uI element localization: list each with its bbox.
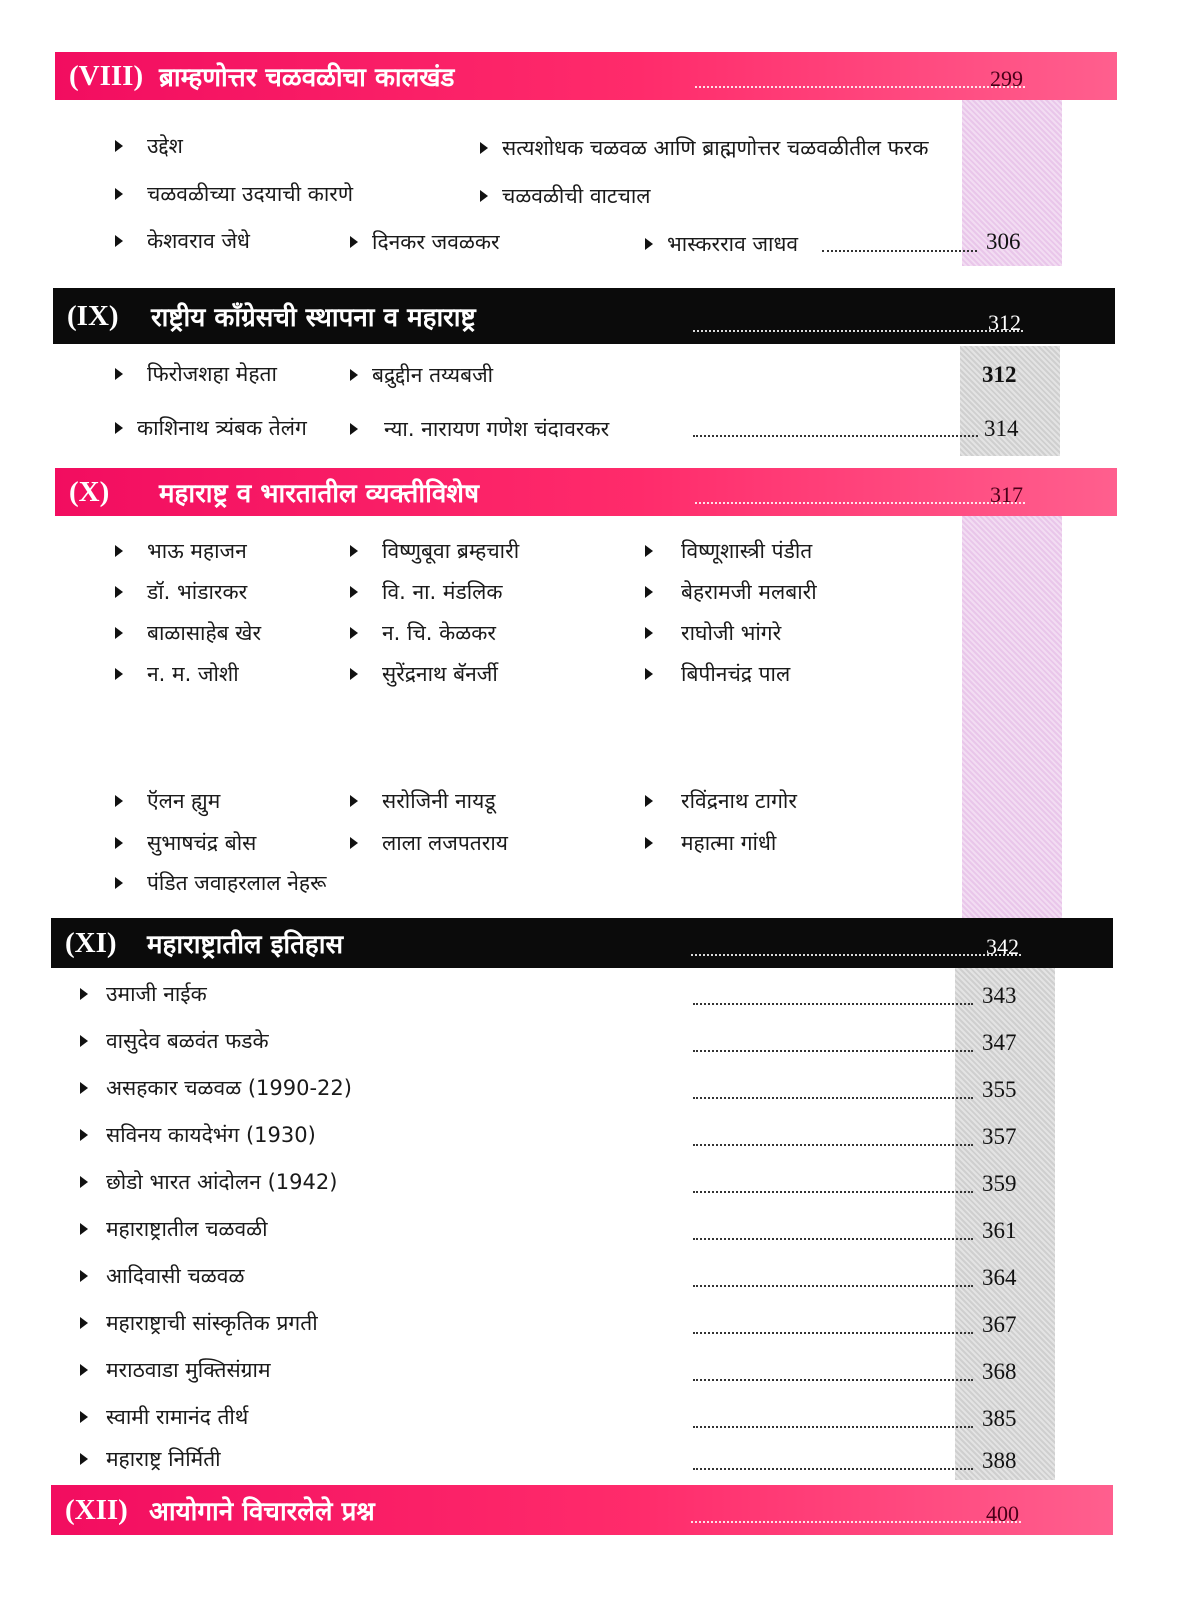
bullet-icon	[80, 1176, 88, 1188]
bullet-icon	[115, 795, 123, 807]
list-item[interactable]: बिपीनचंद्र पाल	[645, 660, 790, 688]
list-item[interactable]: ऍलन ह्युम	[115, 787, 220, 815]
list-item[interactable]: वासुदेव बळवंत फडके	[80, 1027, 269, 1055]
dot-leader	[693, 330, 1023, 332]
dot-leader	[695, 502, 1025, 504]
section-header-xii[interactable]	[51, 1485, 1113, 1535]
item-page-number: 368	[982, 1359, 1017, 1384]
item-page-number: 357	[982, 1124, 1017, 1149]
dot-leader	[693, 1332, 973, 1334]
list-item[interactable]: सत्यशोधक चळवळ आणि ब्राह्मणोत्तर चळवळीतील फरक	[480, 134, 929, 162]
list-item[interactable]: सुरेंद्रनाथ बॅनर्जी	[350, 660, 498, 688]
list-item[interactable]: फिरोजशहा मेहता	[115, 360, 277, 388]
item-page-number: 312	[982, 362, 1017, 387]
bullet-icon	[645, 586, 653, 598]
list-item[interactable]: बद्रुद्दीन तय्यबजी	[350, 361, 493, 389]
list-item[interactable]: महाराष्ट्रातील चळवळी	[80, 1215, 268, 1243]
list-item[interactable]: उमाजी नाईक	[80, 980, 207, 1008]
list-item[interactable]: बेहरामजी मलबारी	[645, 578, 817, 606]
list-item[interactable]: मराठवाडा मुक्तिसंग्राम	[80, 1356, 271, 1384]
bullet-icon	[350, 369, 358, 381]
bullet-icon	[350, 668, 358, 680]
list-item[interactable]: आदिवासी चळवळ	[80, 1262, 244, 1290]
bullet-icon	[80, 1035, 88, 1047]
dot-leader	[822, 250, 977, 252]
section-page-number: 317	[990, 482, 1023, 507]
list-item[interactable]: महाराष्ट्राची सांस्कृतिक प्रगती	[80, 1309, 318, 1337]
bullet-icon	[115, 837, 123, 849]
dot-leader	[693, 1144, 973, 1146]
dot-leader	[693, 1426, 973, 1428]
list-item[interactable]: महाराष्ट्र निर्मिती	[80, 1445, 221, 1473]
item-page-number: 359	[982, 1171, 1017, 1196]
bullet-icon	[115, 140, 123, 152]
list-item[interactable]: महात्मा गांधी	[645, 829, 776, 857]
section-page-number: 299	[990, 66, 1023, 91]
dot-leader	[691, 954, 1021, 956]
bullet-icon	[80, 1129, 88, 1141]
section-page-number: 342	[986, 934, 1019, 959]
list-item[interactable]: सरोजिनी नायडू	[350, 787, 496, 815]
bullet-icon	[350, 837, 358, 849]
list-item[interactable]: न्या. नारायण गणेश चंदावरकर	[350, 415, 609, 443]
list-item[interactable]: चळवळीच्या उदयाची कारणे	[115, 180, 353, 208]
bullet-icon	[115, 368, 123, 380]
bullet-icon	[80, 1364, 88, 1376]
list-item[interactable]: राघोजी भांगरे	[645, 619, 781, 647]
bullet-icon	[115, 586, 123, 598]
item-page-number: 347	[982, 1030, 1017, 1055]
section-header-ix[interactable]	[53, 288, 1115, 344]
section-number: (X)	[69, 475, 110, 508]
bullet-icon	[350, 586, 358, 598]
dot-leader	[695, 86, 1025, 88]
bullet-icon	[115, 668, 123, 680]
item-page-number: 364	[982, 1265, 1017, 1290]
item-page-number: 314	[984, 416, 1019, 441]
bullet-icon	[80, 1223, 88, 1235]
dot-leader	[693, 1238, 973, 1240]
bullet-icon	[645, 668, 653, 680]
bullet-icon	[480, 142, 488, 154]
dot-leader	[693, 1003, 973, 1005]
item-page-number: 361	[982, 1218, 1017, 1243]
list-item[interactable]: दिनकर जवळकर	[350, 228, 500, 256]
list-item[interactable]: सविनय कायदेभंग (1930)	[80, 1121, 316, 1149]
dot-leader	[693, 1097, 973, 1099]
section-title: ब्राम्हणोत्तर चळवळीचा कालखंड	[159, 63, 455, 93]
list-item[interactable]: विष्णुबूवा ब्रम्हचारी	[350, 537, 519, 565]
dot-leader	[693, 1285, 973, 1287]
section-header-xi[interactable]	[51, 918, 1113, 968]
bullet-icon	[115, 235, 123, 247]
bullet-icon	[645, 795, 653, 807]
section-number: (IX)	[67, 299, 119, 332]
list-item[interactable]: पंडित जवाहरलाल नेहरू	[115, 869, 326, 897]
bullet-icon	[645, 837, 653, 849]
list-item[interactable]: सुभाषचंद्र बोस	[115, 829, 256, 857]
bullet-icon	[350, 795, 358, 807]
dot-leader	[691, 1521, 1021, 1523]
bullet-icon	[80, 1411, 88, 1423]
dot-leader	[693, 435, 978, 437]
section-title: महाराष्ट्रातील इतिहास	[147, 930, 344, 960]
bullet-icon	[80, 1270, 88, 1282]
bullet-icon	[80, 1317, 88, 1329]
list-item[interactable]: केशवराव जेधे	[115, 227, 250, 255]
list-item[interactable]: उद्देश	[115, 132, 183, 160]
dot-leader	[693, 1468, 973, 1470]
bullet-icon	[80, 1453, 88, 1465]
item-page-number: 388	[982, 1448, 1017, 1473]
section-title: महाराष्ट्र व भारतातील व्यक्तीविशेष	[159, 479, 479, 509]
list-item[interactable]: रविंद्रनाथ टागोर	[645, 787, 797, 815]
item-page-number: 385	[982, 1406, 1017, 1431]
bullet-icon	[115, 545, 123, 557]
list-item[interactable]: काशिनाथ त्र्यंबक तेलंग	[115, 414, 307, 442]
section-number: (VIII)	[69, 59, 144, 92]
list-item[interactable]: डॉ. भांडारकर	[115, 578, 247, 606]
list-item[interactable]: वि. ना. मंडलिक	[350, 578, 503, 606]
item-page-number: 367	[982, 1312, 1017, 1337]
list-item[interactable]: भाऊ महाजन	[115, 537, 247, 565]
list-item[interactable]: स्वामी रामानंद तीर्थ	[80, 1403, 248, 1431]
dot-leader	[693, 1379, 973, 1381]
bullet-icon	[350, 627, 358, 639]
bullet-icon	[645, 627, 653, 639]
bullet-icon	[115, 627, 123, 639]
bullet-icon	[480, 190, 488, 202]
section-page-number: 312	[988, 310, 1021, 335]
dot-leader	[693, 1191, 973, 1193]
list-item[interactable]: न. म. जोशी	[115, 660, 239, 688]
bullet-icon	[350, 545, 358, 557]
list-item[interactable]: असहकार चळवळ (1990-22)	[80, 1074, 352, 1102]
list-item[interactable]: भास्करराव जाधव	[645, 230, 798, 258]
list-item[interactable]: न. चि. केळकर	[350, 619, 496, 647]
bullet-icon	[350, 423, 358, 435]
section-header-viii[interactable]	[55, 52, 1117, 100]
dot-leader	[693, 1050, 973, 1052]
section-number: (XI)	[65, 926, 117, 959]
bullet-icon	[80, 988, 88, 1000]
section-page-number: 400	[986, 1501, 1019, 1526]
item-page-number: 343	[982, 983, 1017, 1008]
list-item[interactable]: विष्णूशास्त्री पंडीत	[645, 537, 812, 565]
bullet-icon	[350, 236, 358, 248]
bullet-icon	[645, 238, 653, 250]
page-column-stripe-x	[962, 516, 1062, 918]
section-header-x[interactable]	[55, 468, 1117, 516]
list-item[interactable]: लाला लजपतराय	[350, 829, 508, 857]
item-page-number: 355	[982, 1077, 1017, 1102]
section-title: राष्ट्रीय काँग्रेसची स्थापना व महाराष्ट्र	[151, 303, 476, 333]
list-item[interactable]: चळवळीची वाटचाल	[480, 182, 651, 210]
bullet-icon	[115, 422, 123, 434]
item-page-number: 306	[986, 229, 1021, 254]
bullet-icon	[115, 188, 123, 200]
bullet-icon	[115, 877, 123, 889]
list-item[interactable]: बाळासाहेब खेर	[115, 619, 261, 647]
bullet-icon	[80, 1082, 88, 1094]
list-item[interactable]: छोडो भारत आंदोलन (1942)	[80, 1168, 337, 1196]
section-number: (XII)	[65, 1493, 128, 1526]
section-title: आयोगाने विचारलेले प्रश्न	[149, 1497, 375, 1527]
bullet-icon	[645, 545, 653, 557]
